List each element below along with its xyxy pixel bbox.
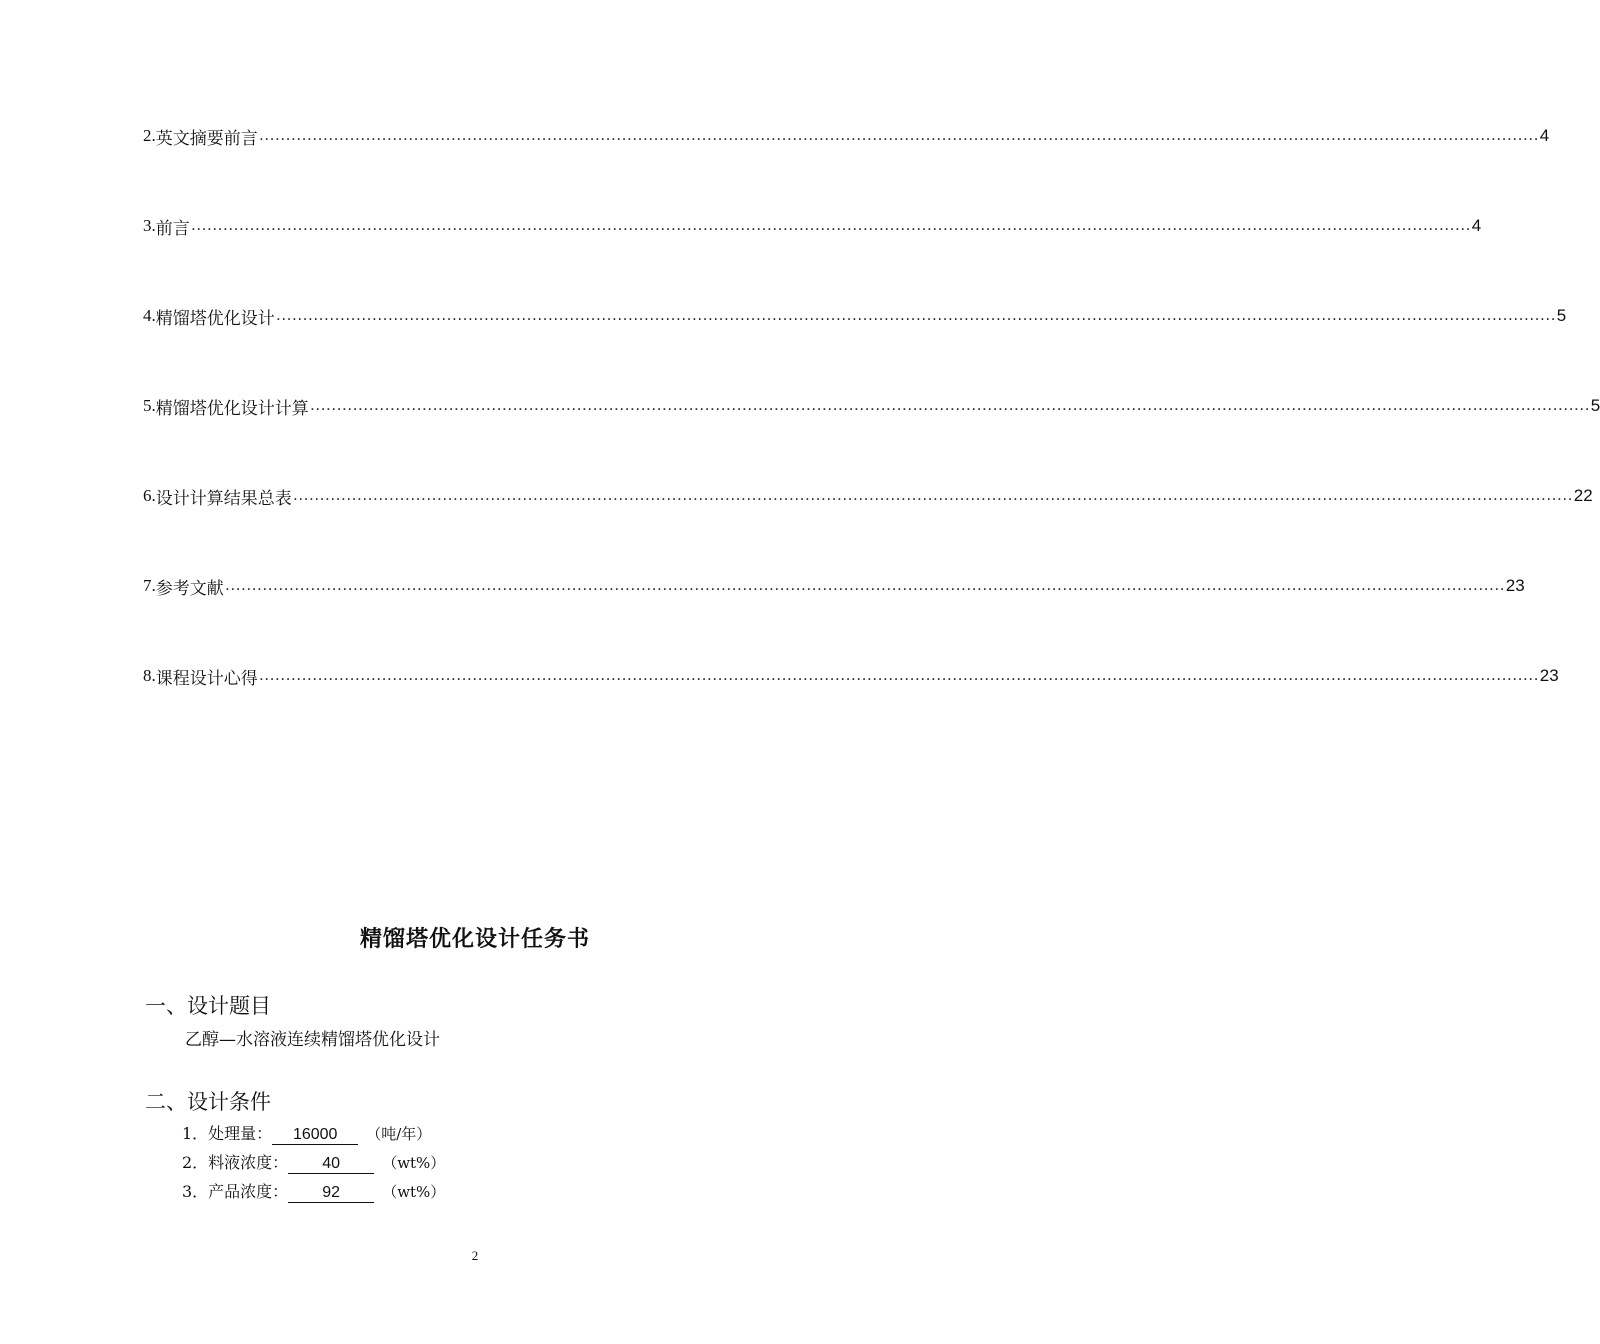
toc-title: 精馏塔优化设计 [155, 308, 275, 329]
section-body-topic: 乙醇—水溶液连续精馏塔优化设计 [185, 1030, 440, 1050]
toc-leader: …………………………………………………………………………………………………………………………………………………………………………………………………………………… [224, 577, 1505, 594]
toc-title: 英文摘要前言 [155, 128, 258, 149]
toc-title: 精馏塔优化设计计算 [155, 398, 309, 419]
condition-unit: （吨/年） [366, 1125, 432, 1143]
condition-value: 16000 [272, 1126, 358, 1145]
toc-leader: …………………………………………………………………………………………………………………………………………………………………………………………………………………… [190, 217, 1471, 234]
toc-leader: …………………………………………………………………………………………………………………………………………………………………………………………………………………… [309, 397, 1590, 414]
toc-leader: …………………………………………………………………………………………………………………………………………………………………………………………………………………… [292, 487, 1573, 504]
toc-row: 3. 前言 …………………………………………………………………………………………………………………………………………………………………………………………………………………… 4 [143, 213, 753, 239]
toc-leader: …………………………………………………………………………………………………………………………………………………………………………………………………………………… [258, 667, 1539, 684]
toc-number: 5. [143, 396, 156, 415]
toc-row: 4. 精馏塔优化设计 …………………………………………………………………………………………………………………………………………………………………………………………………………………… 5 [143, 303, 753, 329]
section-heading-conditions: 二、设计条件 [145, 1090, 271, 1114]
toc-leader: …………………………………………………………………………………………………………………………………………………………………………………………………………………… [275, 307, 1556, 324]
toc-title: 设计计算结果总表 [155, 488, 292, 509]
toc-title: 参考文献 [155, 578, 224, 599]
toc-number: 2. [143, 126, 156, 145]
condition-item [182, 1179, 445, 1203]
toc-row: 5. 精馏塔优化设计计算 …………………………………………………………………………………………………………………………………………………………………………………………………………………… 5 [143, 393, 753, 419]
toc-title: 前言 [155, 218, 190, 239]
toc-number: 7. [143, 576, 156, 595]
condition-item [182, 1121, 431, 1145]
condition-item [182, 1150, 445, 1174]
section-heading-topic: 一、设计题目 [145, 994, 271, 1018]
condition-value: 40 [288, 1155, 374, 1174]
condition-label: 2．料液浓度： [182, 1153, 289, 1172]
document-title: 精馏塔优化设计任务书 [359, 927, 590, 952]
toc-number: 6. [143, 486, 156, 505]
condition-value: 92 [288, 1184, 374, 1203]
page-number: 2 [471, 1248, 479, 1263]
condition-label: 3．产品浓度： [182, 1182, 289, 1201]
condition-unit: （wt%） [382, 1154, 446, 1172]
toc-row: 6. 设计计算结果总表 …………………………………………………………………………………………………………………………………………………………………………………………………………………… 22 [143, 483, 753, 509]
toc-row: 2. 英文摘要前言 …………………………………………………………………………………………………………………………………………………………………………………………………………………… 4 [143, 123, 753, 149]
toc-leader: …………………………………………………………………………………………………………………………………………………………………………………………………………………… [258, 127, 1539, 144]
toc-row: 7. 参考文献 …………………………………………………………………………………………………………………………………………………………………………………………………………………… 23 [143, 573, 753, 599]
toc-number: 8. [143, 666, 156, 685]
toc-number: 3. [143, 216, 156, 235]
condition-label: 1．处理量： [182, 1124, 273, 1143]
toc-title: 课程设计心得 [155, 668, 258, 689]
condition-unit: （wt%） [382, 1183, 446, 1201]
toc-row: 8. 课程设计心得 …………………………………………………………………………………………………………………………………………………………………………………………………………………… 23 [143, 663, 753, 689]
toc-number: 4. [143, 306, 156, 325]
